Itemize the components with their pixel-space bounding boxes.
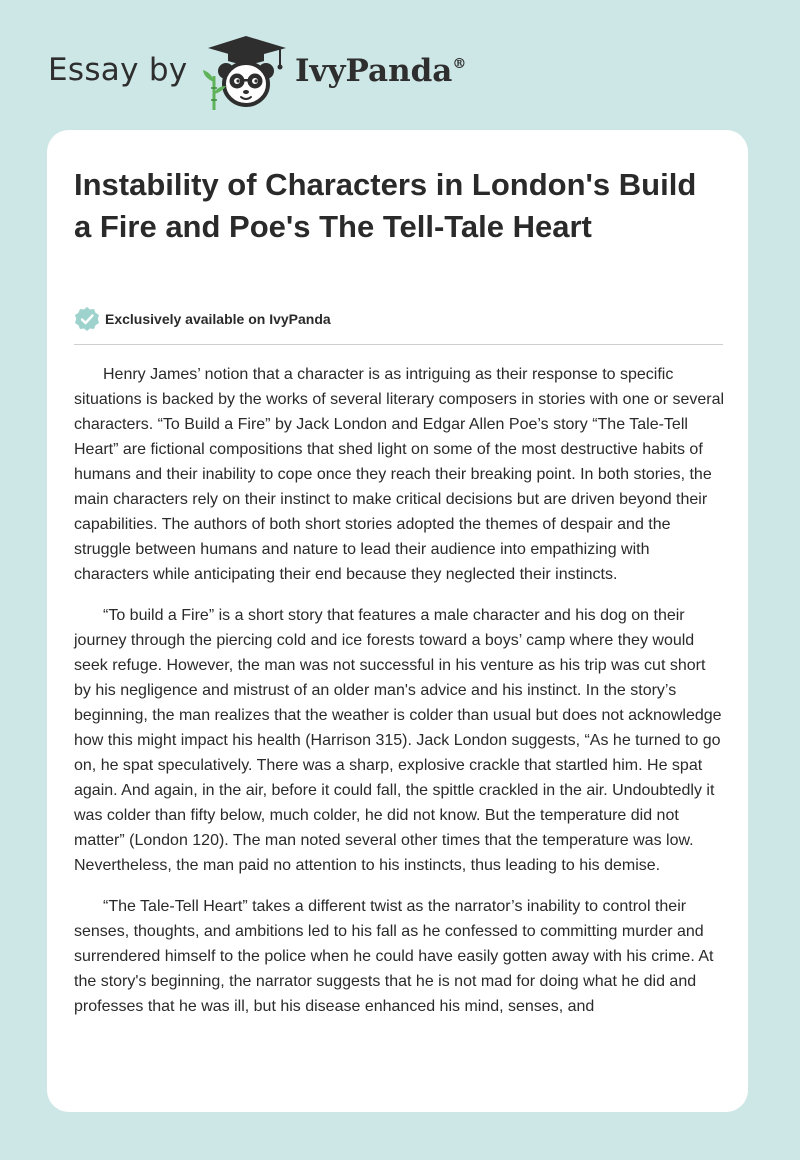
- essay-by-label: Essay by: [48, 52, 188, 88]
- paragraph: “To build a Fire” is a short story that features a male character and his dog on their journey through the piercing cold and ice forests toward a boys’ camp where they would seek refuge. However, the man was not successful in his venture as his trip was cut short by his negligence and mistrust of an older man's advice and his instinct. In the story’s beginning, the man realizes that the weather is colder than usual but does not acknowledge how this might impact his health (Harrison 315). Jack London suggests, “As he turned to go on, he spat speculatively. There was a sharp, explosive crackle that startled him. He spat again. And again, in the air, before it could fall, the spittle crackled in the air. Undoubtedly it was colder than fifty below, much colder, he did not know. But the temperature did not matter” (London 120). The man noted several other times that the temperature was low. Nevertheless, the man paid no attention to his instincts, thus leading to his demise.: [74, 607, 722, 874]
- site-header: [0, 0, 800, 130]
- badge-label: Exclusively available on IvyPanda: [105, 311, 331, 327]
- paragraph: Henry James’ notion that a character is as intriguing as their response to specific situations is backed by the works of several literary composers in stories with one or several characters. “To Build a Fire” by Jack London and Edgar Allen Poe’s story “The Tale-Tell Heart” are fictional compositions that shed light on some of the most destructive habits of humans and their inability to cope once they reach their breaking point. In both stories, the main characters rely on their instinct to make critical decisions but are driven beyond their capabilities. The authors of both short stories adopted the themes of despair and the struggle between humans and nature to lead their audience into empathizing with characters while anticipating their end because they neglected their instincts.: [74, 366, 725, 583]
- brand-name[interactable]: IvyPanda®: [295, 53, 467, 89]
- check-icon: [74, 306, 100, 332]
- essay-card: [47, 130, 748, 1112]
- paragraph: “The Tale-Tell Heart” takes a different twist as the narrator’s inability to control their senses, thoughts, and ambitions led to his fall as he confessed to committing murder and surrendered himself to the police when he could have easily gotten away with his crime. At the story's beginning, the narrator suggests that he is not mad for doing what he did and professes that he was ill, but his disease enhanced his mind, senses, and: [74, 898, 714, 1015]
- page-title: Instability of Characters in London's Build a Fire and Poe's The Tell-Tale Heart: [74, 167, 697, 244]
- divider: [74, 344, 723, 345]
- panda-logo-icon[interactable]: [200, 34, 292, 110]
- essay-body: [74, 362, 726, 1035]
- registered-mark: ®: [452, 55, 467, 72]
